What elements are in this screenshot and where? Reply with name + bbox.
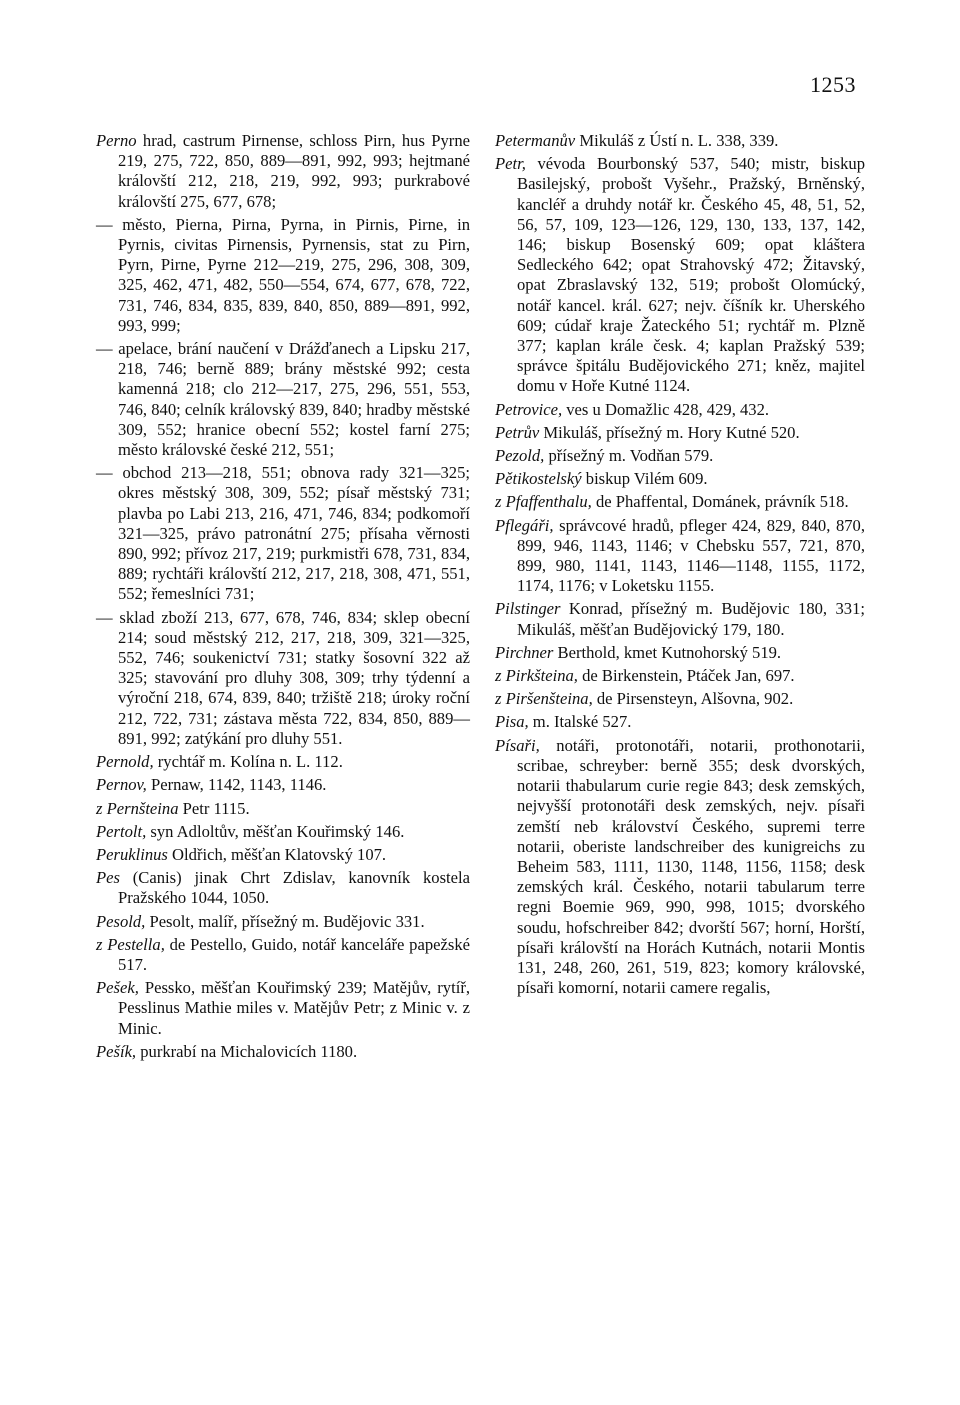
entry-head: Perno bbox=[96, 131, 137, 150]
entry-head: Pětikostelský bbox=[495, 469, 582, 489]
entry bbox=[495, 599, 865, 639]
entry-text: de Phaffental, Dománek, právník 518. bbox=[591, 492, 849, 512]
entry-head: Petrovice, bbox=[495, 399, 563, 419]
entry-text: ves u Domažlic 428, 429, 432. bbox=[562, 399, 770, 419]
entry-text: de Birkenstein, Ptáček Jan, 697. bbox=[577, 666, 795, 686]
entry-head: Petr, bbox=[495, 154, 526, 174]
entry-text: m. Italské 527. bbox=[528, 712, 632, 732]
entry-head: — bbox=[96, 463, 113, 483]
entry bbox=[96, 339, 470, 460]
entry bbox=[495, 666, 865, 686]
entry bbox=[495, 736, 865, 999]
entry bbox=[96, 799, 470, 819]
entry-head: Pilstinger bbox=[495, 599, 561, 619]
entry-head: z Pfaffenthalu, bbox=[495, 492, 592, 512]
entry bbox=[96, 868, 470, 908]
entry-head: Peruklinus bbox=[96, 844, 168, 864]
entry bbox=[96, 1042, 470, 1062]
entry bbox=[96, 215, 470, 336]
entry-head: Petermanův bbox=[495, 131, 576, 150]
entry-text: Pernaw, 1142, 1143, 1146. bbox=[146, 775, 327, 795]
entry bbox=[96, 822, 470, 842]
entry-text: Oldřich, měšťan Klatovský 107. bbox=[167, 844, 387, 864]
entry bbox=[96, 131, 470, 212]
entry bbox=[495, 446, 865, 466]
entry-head: Pertolt, bbox=[96, 821, 147, 841]
entry-text: Mikuláš z Ústí n. L. 338, 339. bbox=[575, 131, 779, 150]
entry-text: hrad, castrum Pirnense, schloss Pirn, hus Pyrne 219, 275, 722, 850, 889—891, 992, 993; hejtmané královští 212, 218, 219, 992, 993; purkrabové královští 275, 677, 678; bbox=[118, 131, 470, 211]
entry bbox=[96, 463, 470, 604]
entry-text: vévoda Bourbonský 537, 540; mistr, biskup Basilejský, probošt Vyšehr., Pražský, Brněnský, kancléř a druhdy notář kr. Českého 45, 48, 51, 52, 56, 57, 109, 123—126, 129, 130, 133, 137, 142, 146; biskup Bosenský 609; opat kláštera Sedleckého 642; opat Strahovský 472; Žitavský, opat Zbraslavský 132, 519; probošt Olomúcký, notář kancel. král. 627; nejv. číšník kr. Uherského 609; cúdař kraje Žateckého 51; rychtář m. Plzně 377; kaplan krále česk. 4; kaplan Pražský 539; správce špitálu Budějovického 271; kněz, majitel domu v Hoře Kutné 1124. bbox=[517, 154, 865, 396]
entry-text: (Canis) jinak Chrt Zdislav, kanovník kostela Pražského 1044, 1050. bbox=[118, 868, 470, 908]
page-number: 1253 bbox=[810, 72, 856, 97]
entry bbox=[96, 608, 470, 749]
entry-text: Pessko, měšťan Kouřimský 239; Matějův, rytíř, Pesslinus Mathie miles v. Matějův Petr; z Minic v. z Minic. bbox=[118, 978, 470, 1038]
entry-text: město, Pierna, Pirna, Pyrna, in Pirnis, Pirne, in Pyrnis, civitas Pirnensis, Pyrnensis, stat zu Pirn, Pyrn, Pirne, Pyrne 212—219, 275, 296, 308, 309, 325, 462, 471, 482, 550—554, 674, 677, 678, 722, 731, 746, 834, 835, 839, 840, 850, 889—891, 992, 993, 999; bbox=[112, 214, 470, 335]
entry bbox=[96, 978, 470, 1039]
entry-head: Pirchner bbox=[495, 642, 554, 662]
entry bbox=[96, 845, 470, 865]
entry bbox=[495, 131, 865, 151]
entry bbox=[96, 935, 470, 975]
entry-head: — bbox=[96, 607, 113, 627]
entry-text: Petr 1115. bbox=[178, 798, 250, 818]
entry bbox=[495, 492, 865, 512]
entry-head: z Piršenšteina, bbox=[495, 689, 593, 709]
entry bbox=[495, 400, 865, 420]
entry bbox=[495, 689, 865, 709]
entry-head: Petrův bbox=[495, 422, 540, 442]
entry-text: notáři, protonotáři, notarii, prothonotarii, scribae, schreyber: berně 355; desk dvorských, notarii thabularum curie regie 843; desk zemských, nejvyšší protonotáři desk zemských, nejv. písaři zemští neb království Českého, supremi terre notarii, oberiste landschreiber des kunigreichs zu Beheim 583, 1111, 1130, 1148, 1156, 1158; desk zemských král. Českého, notarii tabularum terre regni Boemie 969, 990, 998, 1015; dvorského soudu, hofschreiber 842; dvorští 567; horní, Horští, písaři královští na Horách Kutnách, notarii Montis 131, 248, 260, 261, 519, 823; komory královské, písaři komorní, notarii camere regalis, bbox=[517, 735, 865, 998]
entry-head: Pezold, bbox=[495, 446, 545, 466]
entry-text: purkrabí na Michalovicích 1180. bbox=[136, 1041, 358, 1061]
entry-text: de Pirsensteyn, Alšovna, 902. bbox=[592, 689, 794, 709]
entry bbox=[495, 154, 865, 396]
entry-text: syn Adloltův, měšťan Kouřimský 146. bbox=[146, 821, 405, 841]
entry-text: sklad zboží 213, 677, 678, 746, 834; sklep obecní 214; soud městský 212, 217, 218, 309, 321—325, 552, 746; soukenictví 731; statky šosovní 322 až 325; stavování pro dluhy 308, 309; trhy týdenní a výroční 218, 674, 839, 840; tržiště 218; úroky roční 212, 722, 731; zástava města 722, 834, 850, 889—891, 992; zatýkání pro dluhy 551. bbox=[112, 607, 470, 748]
entry-head: z Pirkšteina, bbox=[495, 666, 578, 686]
entry-text: Konrad, přísežný m. Budějovic 180, 331; Mikuláš, měšťan Budějovický 179, 180. bbox=[517, 599, 865, 639]
entry-head: — bbox=[96, 214, 113, 234]
entry-text: biskup Vilém 609. bbox=[581, 469, 708, 489]
entry-head: Písaři, bbox=[495, 735, 540, 755]
entry bbox=[495, 423, 865, 443]
entry bbox=[96, 912, 470, 932]
entry-head: Pes bbox=[96, 868, 120, 888]
left-column bbox=[96, 131, 470, 1065]
entry-text: apelace, brání naučení v Drážďanech a Lipsku 217, 218, 746; berně 889; brány městské 992; cesta kamenná 218; clo 212—217, 275, 296, 551, 553, 746, 840; celník královský 839, 840; hradby městské 309, 552; hranice obecní 552; kostel farní 275; město královské české 212, 551; bbox=[112, 339, 470, 460]
right-column bbox=[495, 131, 865, 1001]
entry bbox=[495, 516, 865, 597]
entry bbox=[96, 775, 470, 795]
entry-head: Pflegáři, bbox=[495, 515, 554, 535]
entry bbox=[495, 712, 865, 732]
entry-head: Pernov, bbox=[96, 775, 147, 795]
entry bbox=[495, 643, 865, 663]
entry-text: obchod 213—218, 551; obnova rady 321—325; okres městský 308, 309, 552; písař městský 731; plavba po Labi 213, 216, 471, 746, 834; podkomoří 321—325, právo patronátní 275; přísaha věrnosti 890, 992; přívoz 217, 219; purkmistři 678, 731, 834, 889; rychtáři královští 212, 217, 218, 308, 471, 551, 552; řemeslníci 731; bbox=[112, 463, 470, 604]
entry-head: z Pestella, bbox=[96, 934, 165, 954]
entry-text: Berthold, kmet Kutnohorský 519. bbox=[553, 642, 782, 662]
entry-text: správcové hradů, pfleger 424, 829, 840, 870, 899, 946, 1143, 1146; v Chebsku 557, 721, 870, 899, 980, 1141, 1143, 1146—1148, 1155, 1172, 1174, 1176; v Loketsku 1155. bbox=[517, 515, 865, 596]
entry-text: přísežný m. Vodňan 579. bbox=[544, 446, 714, 466]
entry-head: Pesold, bbox=[96, 911, 146, 931]
entry-text: Pesolt, malíř, přísežný m. Budějovic 331. bbox=[145, 911, 425, 931]
entry-head: Pisa, bbox=[495, 712, 529, 732]
entry-head: Pernold, bbox=[96, 752, 154, 772]
entry-text: rychtář m. Kolína n. L. 112. bbox=[153, 752, 343, 772]
entry-text: de Pestello, Guido, notář kanceláře papežské 517. bbox=[118, 934, 470, 974]
entry-head: Pešík, bbox=[96, 1041, 137, 1061]
entry-head: — bbox=[96, 339, 113, 359]
entry-head: Pešek, bbox=[96, 978, 139, 998]
entry-text: Mikuláš, přísežný m. Hory Kutné 520. bbox=[539, 422, 800, 442]
entry-head: z Pernšteina bbox=[96, 798, 179, 818]
entry bbox=[96, 752, 470, 772]
entry bbox=[495, 469, 865, 489]
